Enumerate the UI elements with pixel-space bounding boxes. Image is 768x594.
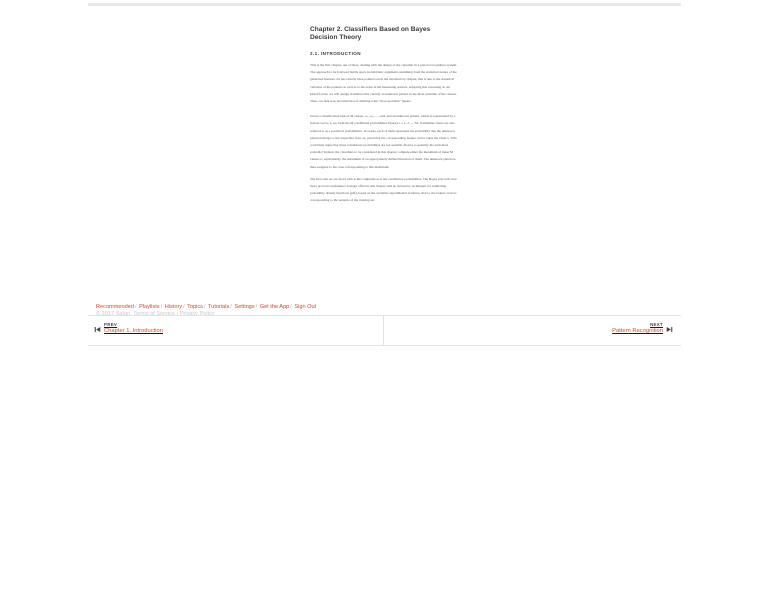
skip-previous-icon [94,326,101,333]
skip-next-icon [666,326,673,333]
section-title: 2.1. INTRODUCTION [310,51,361,56]
inline-formula: · · [382,107,386,112]
nav-link-playlists[interactable]: Playlists [139,304,160,310]
nav-link-history[interactable]: History [164,304,183,310]
nav-link-recommended[interactable]: Recommended [96,304,134,310]
footer-legal: © 2017 Safari. Terms of Service / Privacy Policy [96,311,215,317]
nav-link-topics[interactable]: Topics [187,304,203,310]
pager-divider [383,316,384,345]
chapter-pager [88,315,681,346]
header-bar [88,3,681,6]
next-label: NEXT [650,322,663,327]
footer-nav-links: Recommended/ Playlists/ History/ Topics/ Tutorials/ Settings/ Get the App/ Sign Out [96,304,317,310]
nav-link-sign-out[interactable]: Sign Out [294,304,317,310]
prev-chapter-link[interactable] [94,322,163,334]
paragraph: Given a classification task of M classes, ω₁, ω₂, ..., ωM, and an unknown pattern, which is represented by a feature vector x, we form the M conditional probabilities P(ωi|x), i = 1, 2, ..., M. Sometimes, these are also referred to as a posteriori probabilities. In words, each of them represents the probability that the unknown pattern belongs to the respective class ωi, given that the corresponding feature vector takes the value x. Who could then argue that these conditional probabilities are not sensible choices to quantify the term most probable? Indeed, the classifiers to be considered in this chapter compute either the maximum of these M values or, equivalently, the maximum of an appropriately defined function of them. The unknown pattern is then assigned to the class corresponding to this maximum. [310,114,458,169]
chapter-title: Chapter 2. Classifiers Based on Bayes Decision Theory [310,26,431,41]
next-chapter-title: Pattern Recognition [612,328,663,334]
next-chapter-link[interactable] [612,322,673,334]
prev-label: PREV [104,322,118,327]
book-content [310,26,458,210]
nav-link-get-app[interactable]: Get the App [259,304,290,310]
nav-link-settings[interactable]: Settings [234,304,255,310]
prev-chapter-title: Chapter 1. Introduction [104,328,163,334]
nav-link-tutorials[interactable]: Tutorials [208,304,230,310]
paragraph: This is the first chapter, out of three, dealing with the design of the classifier in a pattern recognition system. The approach to be followed builds upon probabilistic arguments stemming from the statistical nature of the generated features. As has already been pointed out in the introductory chapter, this is due to the statistical variation of the patterns as well as to the noise in the measuring sensors. Adopting this reasoning as our kickoff point, we will design classifiers that classify an unknown pattern in the most probable of the classes. Thus, our task now becomes that of defining what “most probable” means. [310,63,457,104]
paragraph: The first task we are faced with is the computation of the conditional probabilities. The Bayes rule will once more prove its usefulness! A major effort in this chapter will be devoted to techniques for estimating probability density functions (pdf), based on the available experimental evidence, that is, the feature vectors corresponding to the patterns of the training set. [310,176,457,203]
